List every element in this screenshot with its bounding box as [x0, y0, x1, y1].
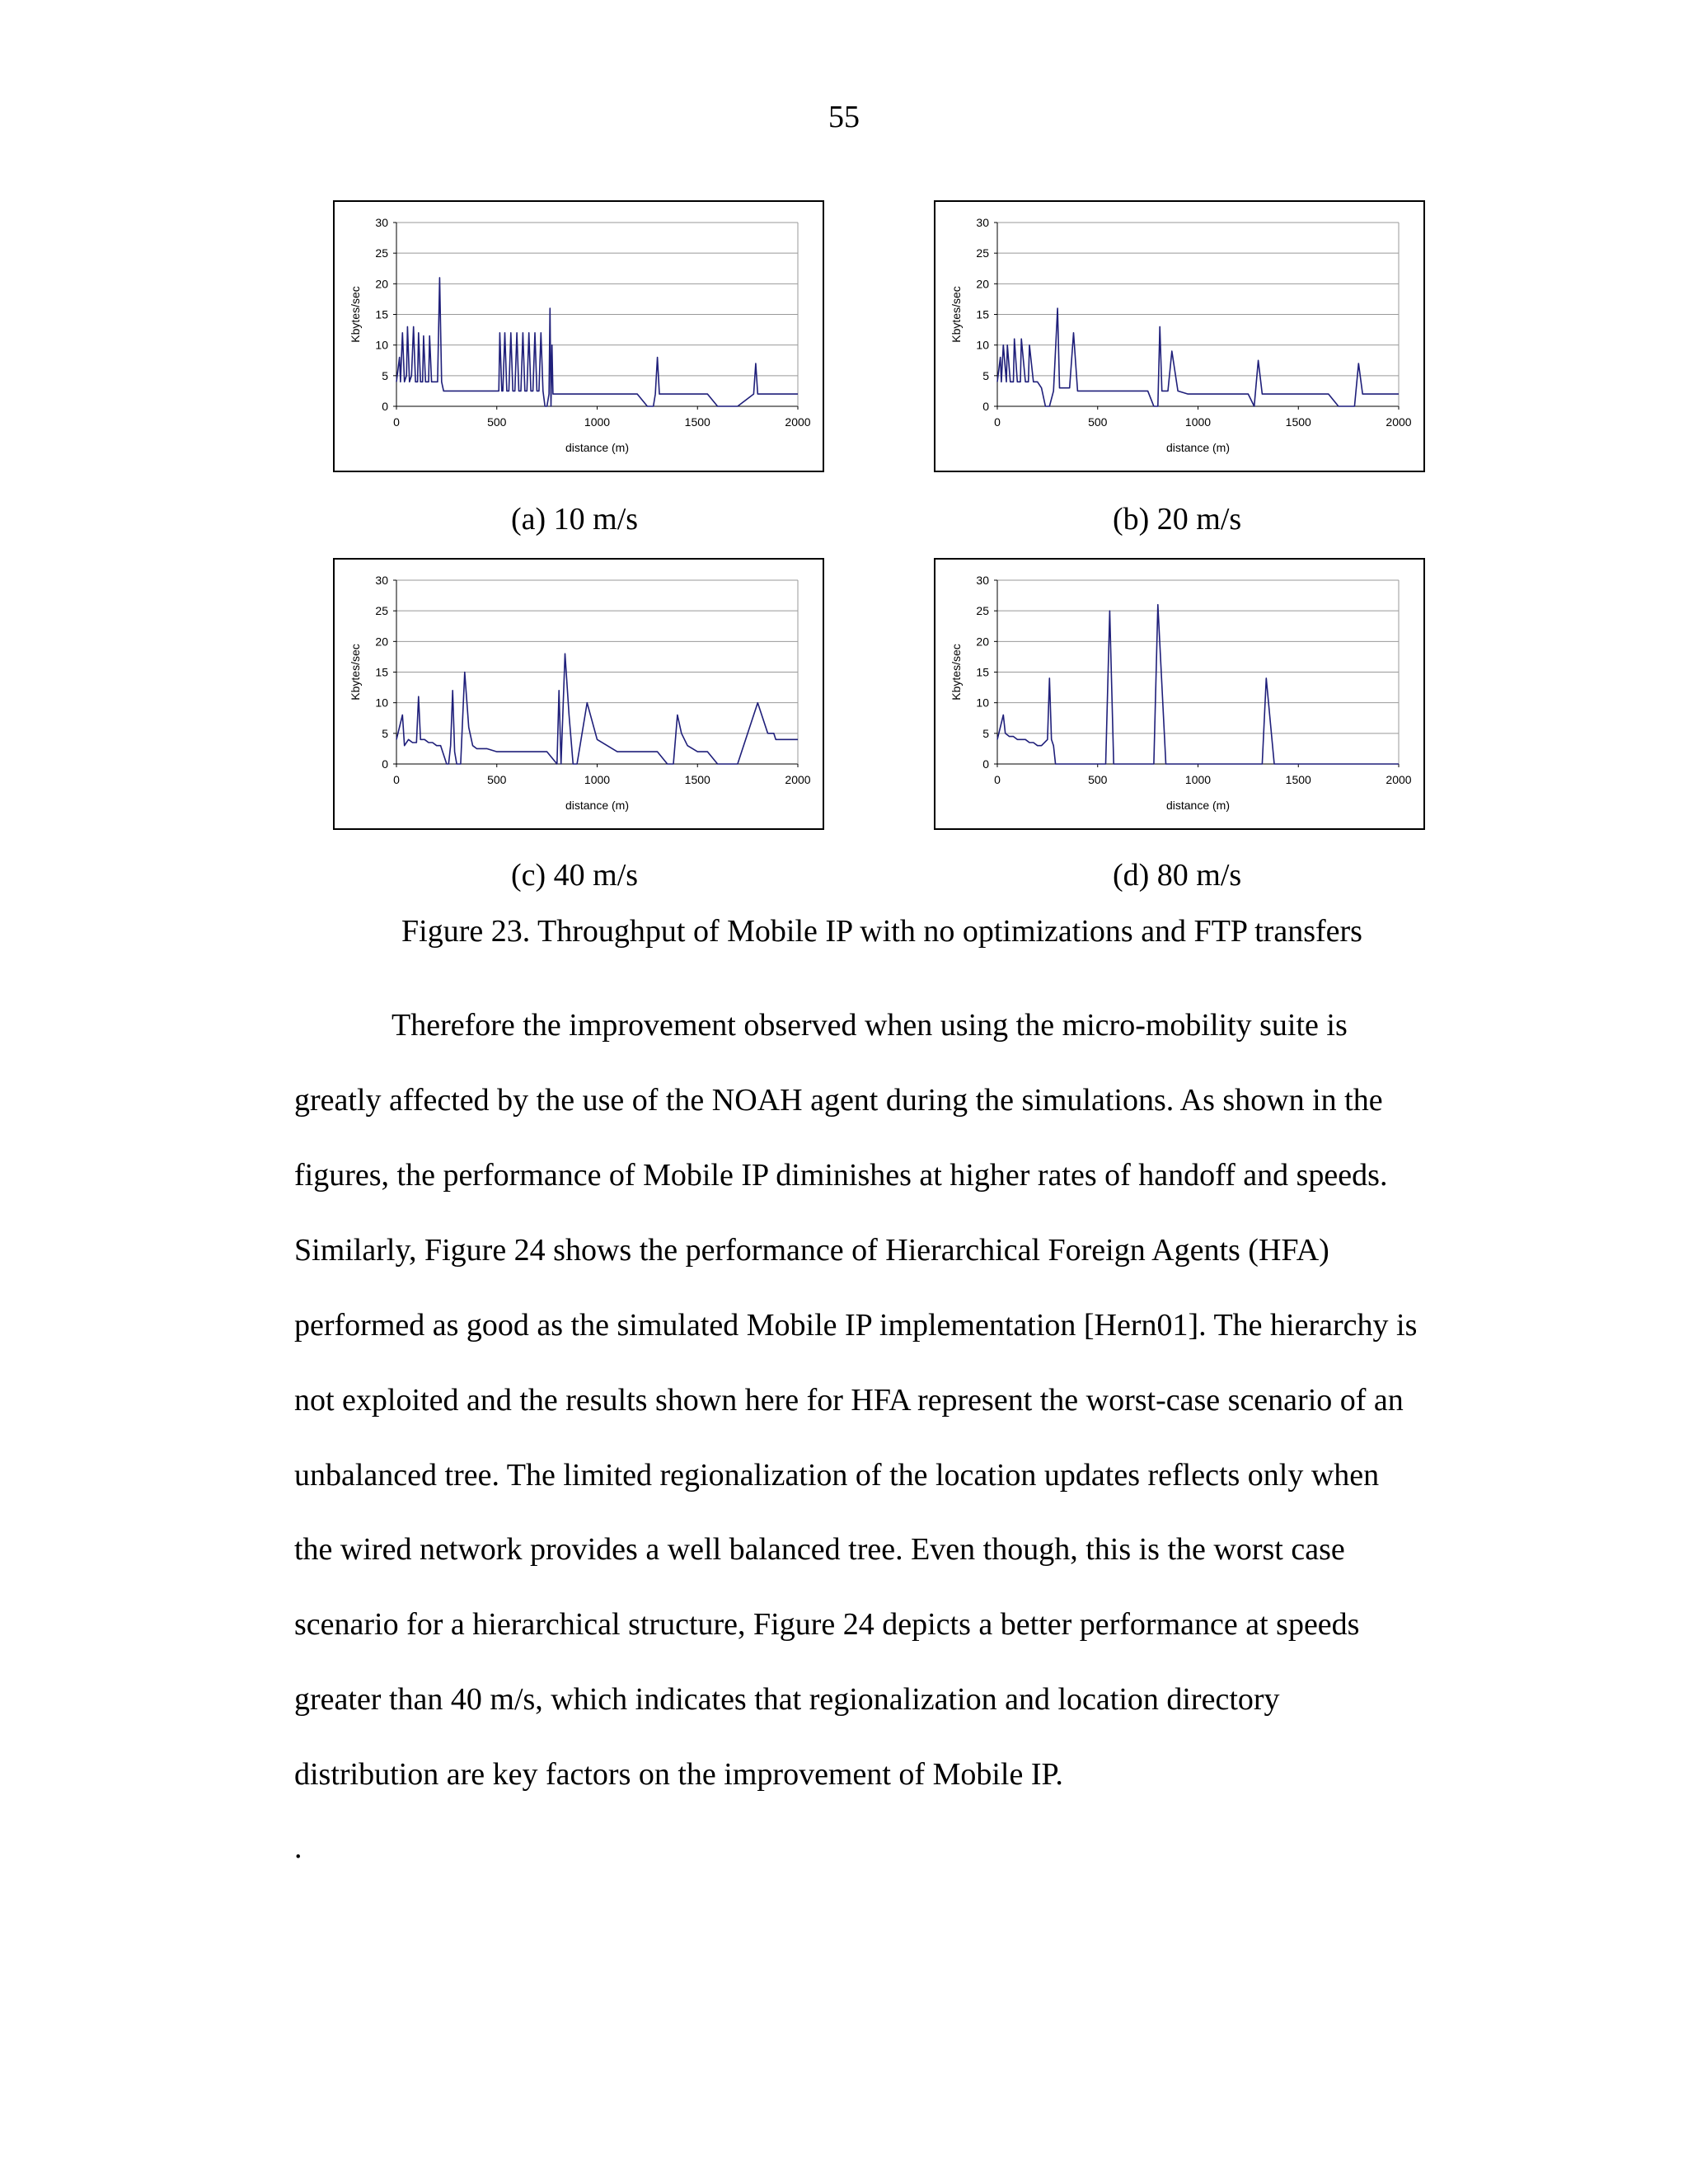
y-tick-label: 25 — [976, 604, 989, 618]
x-tick-label: 2000 — [1386, 415, 1412, 429]
y-tick-label: 30 — [375, 574, 388, 587]
chart-svg — [935, 560, 1423, 828]
x-tick-label: 0 — [994, 773, 1001, 786]
x-tick-label: 0 — [393, 415, 400, 429]
x-axis-label: distance (m) — [1165, 799, 1231, 812]
x-tick-label: 1500 — [1285, 773, 1311, 786]
paragraph-line-8: the wired network provides a well balanced tree. Even though, this is the worst case — [294, 1532, 1345, 1567]
x-tick-label: 1000 — [1184, 773, 1212, 786]
paragraph-line-4: Similarly, Figure 24 shows the performance of Hierarchical Foreign Agents (HFA) — [294, 1233, 1329, 1268]
y-tick-label: 30 — [375, 216, 388, 229]
paragraph-line-9: scenario for a hierarchical structure, Figure 24 depicts a better performance at speeds — [294, 1607, 1360, 1642]
series-line — [997, 308, 1399, 406]
y-tick-label: 15 — [976, 307, 989, 321]
y-tick-label: 10 — [375, 696, 388, 710]
x-tick-label: 500 — [1088, 773, 1108, 786]
x-tick-label: 500 — [487, 415, 507, 429]
y-tick-label: 30 — [976, 574, 989, 587]
y-tick-label: 15 — [375, 665, 388, 679]
y-tick-label: 0 — [382, 757, 388, 771]
chart-panel-a — [333, 200, 824, 472]
caption-c: (c) 40 m/s — [511, 858, 639, 893]
paragraph-line-5: performed as good as the simulated Mobile IP implementation [Hern01]. The hierarchy is — [294, 1308, 1418, 1343]
y-tick-label: 5 — [382, 726, 388, 740]
y-tick-label: 20 — [976, 635, 989, 649]
figure-caption: Figure 23. Throughput of Mobile IP with no optimizations and FTP transfers — [401, 914, 1362, 949]
y-tick-label: 0 — [382, 400, 388, 413]
series-line — [997, 605, 1399, 764]
x-tick-label: 1500 — [684, 415, 710, 429]
x-tick-label: 2000 — [785, 773, 811, 786]
y-tick-label: 25 — [375, 246, 388, 260]
x-tick-label: 1000 — [584, 773, 611, 786]
chart-svg — [935, 202, 1423, 471]
y-tick-label: 25 — [375, 604, 388, 618]
chart-svg — [335, 560, 823, 828]
x-tick-label: 2000 — [785, 415, 811, 429]
y-axis-label: Kbytes/sec — [349, 286, 362, 343]
x-axis-label: distance (m) — [1165, 441, 1231, 454]
y-tick-label: 25 — [976, 246, 989, 260]
caption-a: (a) 10 m/s — [511, 502, 639, 537]
y-tick-label: 15 — [976, 665, 989, 679]
paragraph-line-1: Therefore the improvement observed when using the micro-mobility suite is — [392, 1008, 1348, 1043]
paragraph-line-7: unbalanced tree. The limited regionalization of the location updates reflects only when — [294, 1458, 1380, 1493]
y-tick-label: 5 — [982, 368, 989, 382]
y-axis-label: Kbytes/sec — [950, 644, 963, 701]
x-tick-label: 0 — [994, 415, 1001, 429]
x-axis-label: distance (m) — [565, 799, 630, 812]
y-tick-label: 10 — [976, 338, 989, 352]
chart-panel-b — [934, 200, 1425, 472]
series-line — [396, 278, 798, 406]
series-line — [396, 654, 798, 764]
y-tick-label: 10 — [976, 696, 989, 710]
paragraph-line-6: not exploited and the results shown here for HFA represent the worst-case scenario of an — [294, 1383, 1404, 1418]
x-tick-label: 2000 — [1386, 773, 1412, 786]
x-tick-label: 1000 — [584, 415, 611, 429]
y-tick-label: 20 — [375, 635, 388, 649]
y-tick-label: 20 — [976, 277, 989, 291]
chart-panel-c — [333, 558, 824, 830]
y-tick-label: 30 — [976, 216, 989, 229]
x-tick-label: 1500 — [1285, 415, 1311, 429]
y-axis-label: Kbytes/sec — [950, 286, 963, 343]
x-tick-label: 500 — [487, 773, 507, 786]
y-tick-label: 5 — [982, 726, 989, 740]
x-tick-label: 0 — [393, 773, 400, 786]
x-tick-label: 1500 — [684, 773, 710, 786]
caption-d: (d) 80 m/s — [1113, 858, 1242, 893]
chart-svg — [335, 202, 823, 471]
y-tick-label: 0 — [982, 400, 989, 413]
y-axis-label: Kbytes/sec — [349, 644, 362, 701]
y-tick-label: 10 — [375, 338, 388, 352]
trailing-mark: . — [294, 1830, 302, 1865]
x-tick-label: 1000 — [1184, 415, 1212, 429]
paragraph-line-3: figures, the performance of Mobile IP diminishes at higher rates of handoff and speeds. — [294, 1158, 1388, 1193]
paragraph-line-10: greater than 40 m/s, which indicates that regionalization and location directory — [294, 1682, 1280, 1717]
y-tick-label: 5 — [382, 368, 388, 382]
y-tick-label: 20 — [375, 277, 388, 291]
y-tick-label: 0 — [982, 757, 989, 771]
caption-b: (b) 20 m/s — [1113, 502, 1242, 537]
x-tick-label: 500 — [1088, 415, 1108, 429]
paragraph-line-11: distribution are key factors on the improvement of Mobile IP. — [294, 1757, 1063, 1792]
page-number: 55 — [828, 100, 860, 134]
paragraph-line-2: greatly affected by the use of the NOAH agent during the simulations. As shown in the — [294, 1083, 1383, 1118]
y-tick-label: 15 — [375, 307, 388, 321]
chart-panel-d — [934, 558, 1425, 830]
x-axis-label: distance (m) — [565, 441, 630, 454]
